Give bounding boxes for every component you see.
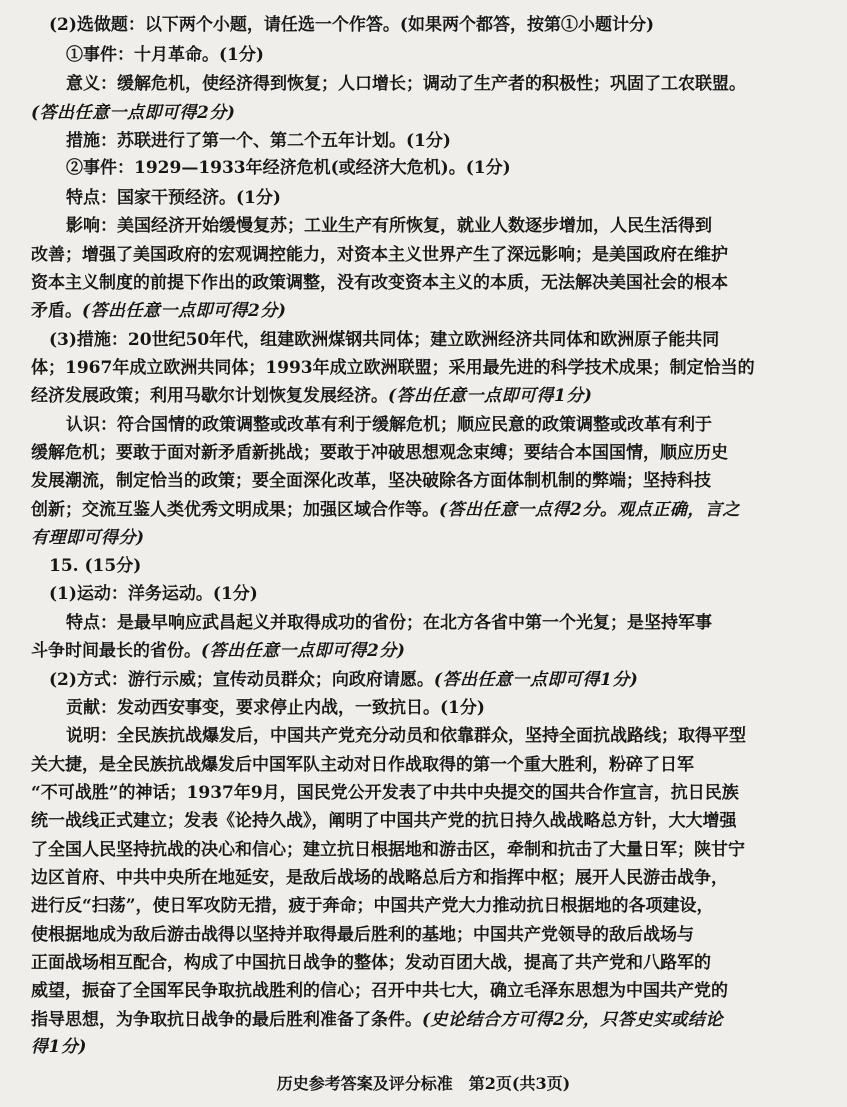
text-line: 改善；增强了美国政府的宏观调控能力，对资本主义世界产生了深远影响；是美国政府在维护: [31, 245, 728, 265]
page-footer: 历史参考答案及评分标准 第2页(共3页): [276, 1074, 571, 1093]
text-line: 有理即可得分): [31, 528, 145, 548]
text-line: 特点：是最早响应武昌起义并取得成功的省份；在北方各省中第一个光复；是坚持军事: [66, 613, 712, 633]
text-line: 进行反“扫荡”，使日军攻防无措，疲于奔命；中国共产党大力推动抗日根据地的各项建设，: [31, 896, 714, 916]
text-line: 了全国人民坚持抗战的决心和信心；建立抗日根据地和游击区，牵制和抗击了大量日军；陕甘宁: [31, 840, 745, 860]
text-line: 威望，振奋了全国军民争取抗战胜利的信心；召开中共七大，确立毛泽东思想为中国共产党的: [31, 981, 728, 1001]
text-line: 边区首府、中共中央所在地延安，是敌后战场的战略总后方和指挥中枢；展开人民游击战争，: [31, 868, 728, 888]
text-line: (2)选做题：以下两个小题，请任选一个作答。(如果两个都答，按第①小题计分): [49, 15, 655, 35]
text-line: 统一战线正式建立；发表《论持久战》，阐明了中国共产党的抗日持久战战略总方针，大大增强: [31, 811, 737, 831]
question-number: 15. (15分): [49, 556, 142, 576]
text-line: 体；1967年成立欧洲共同体；1993年成立欧洲联盟；采用最先进的科学技术成果；制定恰当的: [31, 358, 755, 378]
text-line: 斗争时间最长的省份。(答出任意一点即可得2分): [31, 641, 406, 661]
text-line: 认识：符合国情的政策调整或改革有利于缓解危机；顺应民意的政策调整或改革有利于: [66, 415, 712, 435]
text-line: 措施：苏联进行了第一个、第二个五年计划。(1分): [66, 131, 451, 151]
text-line: 指导思想，为争取抗日战争的最后胜利准备了条件。(史论结合方可得2分，只答史实或结论: [31, 1010, 723, 1030]
text-line: 影响：美国经济开始缓慢复苏；工业生产有所恢复，就业人数逐步增加，人民生活得到: [66, 216, 712, 236]
text-line: 资本主义制度的前提下作出的政策调整，没有改变资本主义的本质，无法解决美国社会的根本: [31, 273, 728, 293]
text-line: 经济发展政策；利用马歇尔计划恢复发展经济。(答出任意一点即可得1分): [31, 386, 593, 406]
text-line: 使根据地成为敌后游击战得以坚持并取得最后胜利的基地；中国共产党领导的敌后战场与: [31, 925, 694, 945]
text-line: (2)方式：游行示威；宣传动员群众；向政府请愿。(答出任意一点即可得1分): [49, 670, 639, 690]
text-line: 正面战场相互配合，构成了中国抗日战争的整体；发动百团大战，提高了共产党和八路军的: [31, 953, 711, 973]
text-line: 创新；交流互鉴人类优秀文明成果；加强区域合作等。(答出任意一点得2分。观点正确，言之: [31, 500, 740, 520]
text-line: 说明：全民族抗战爆发后，中国共产党充分动员和依靠群众，坚持全面抗战路线；取得平型: [66, 726, 746, 746]
text-line: 发展潮流，制定恰当的政策；要全面深化改革，坚决破除各方面体制机制的弊端；坚持科技: [31, 471, 711, 491]
text-line: “不可战胜”的神话；1937年9月，国民党公开发表了中共中央提交的国共合作宣言，抗日民族: [31, 783, 739, 803]
text-line: (1)运动：洋务运动。(1分): [49, 584, 258, 604]
text-line: ①事件：十月革命。(1分): [66, 45, 264, 65]
text-line: (3)措施：20世纪50年代，组建欧洲煤钢共同体；建立欧洲经济共同体和欧洲原子能共同: [49, 330, 720, 350]
text-line: 得1分): [31, 1037, 87, 1057]
text-line: 缓解危机；要敢于面对新矛盾新挑战；要敢于冲破思想观念束缚；要结合本国国情，顺应历史: [31, 443, 728, 463]
text-line: 矛盾。(答出任意一点即可得2分): [31, 301, 287, 321]
text-line: (答出任意一点即可得2分): [31, 103, 236, 123]
text-line: 贡献：发动西安事变，要求停止内战，一致抗日。(1分): [66, 698, 485, 718]
text-line: ②事件：1929—1933年经济危机(或经济大危机)。(1分): [66, 158, 511, 178]
text-line: 意义：缓解危机，使经济得到恢复；人口增长；调动了生产者的积极性；巩固了工农联盟。: [66, 74, 746, 94]
text-line: 特点：国家干预经济。(1分): [66, 188, 281, 208]
text-line: 关大捷，是全民族抗战爆发后中国军队主动对日作战取得的第一个重大胜利，粉碎了日军: [31, 755, 694, 775]
